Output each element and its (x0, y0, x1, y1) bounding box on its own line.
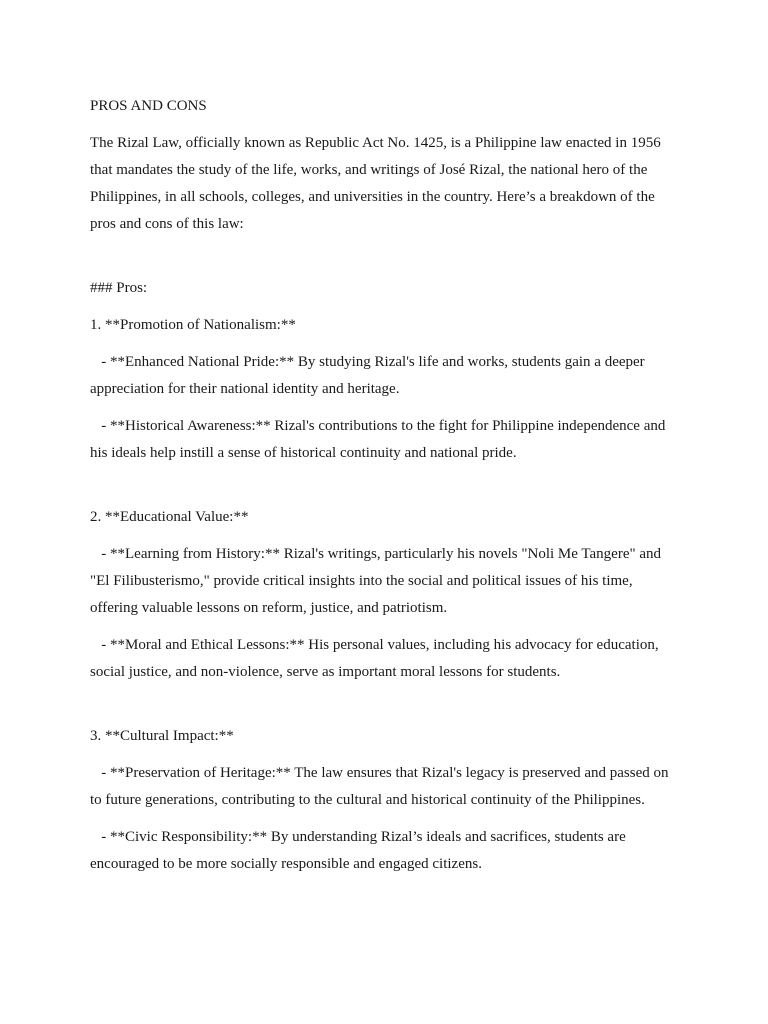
pros-heading: ### Pros: (90, 280, 148, 296)
point-preservation-of-heritage: - **Preservation of Heritage:** The law ensures that Rizal's legacy is preserved and passed on to future generations, contributing to the cultural and historical continuity of the Philippines. (90, 765, 669, 808)
document-title: PROS AND CONS (90, 98, 207, 114)
blank-line (90, 696, 680, 723)
point-historical-awareness: - **Historical Awareness:** Rizal's contributions to the fight for Philippine independence and his ideals help instill a sense of historical continuity and national pride. (90, 418, 666, 461)
intro-paragraph: The Rizal Law, officially known as Republic Act No. 1425, is a Philippine law enacted in 1956 that mandates the study of the life, works, and writings of José Rizal, the national hero of the Philippines, in all schools, colleges, and universities in the country. Here’s a breakdown of the pros and cons of this law: (90, 135, 661, 232)
section-heading-cultural-impact: 3. **Cultural Impact:** (90, 728, 234, 744)
blank-line (90, 477, 680, 504)
point-learning-from-history: - **Learning from History:** Rizal's writings, particularly his novels "Noli Me Tangere" and "El Filibusterismo," provide critical insights into the social and political issues of his time, offering valuable lessons on reform, justice, and patriotism. (90, 546, 662, 616)
section-heading-nationalism: 1. **Promotion of Nationalism:** (90, 317, 296, 333)
point-civic-responsibility: - **Civic Responsibility:** By understanding Rizal’s ideals and sacrifices, students are encouraged to be more socially responsible and engaged citizens. (90, 829, 626, 872)
point-moral-ethical-lessons: - **Moral and Ethical Lessons:** His personal values, including his advocacy for education, social justice, and non-violence, serve as important moral lessons for students. (90, 637, 659, 680)
point-national-pride: - **Enhanced National Pride:** By studying Rizal's life and works, students gain a deeper appreciation for their national identity and heritage. (90, 354, 645, 397)
blank-line (90, 248, 680, 275)
section-heading-educational-value: 2. **Educational Value:** (90, 509, 249, 525)
document-body (90, 93, 680, 888)
